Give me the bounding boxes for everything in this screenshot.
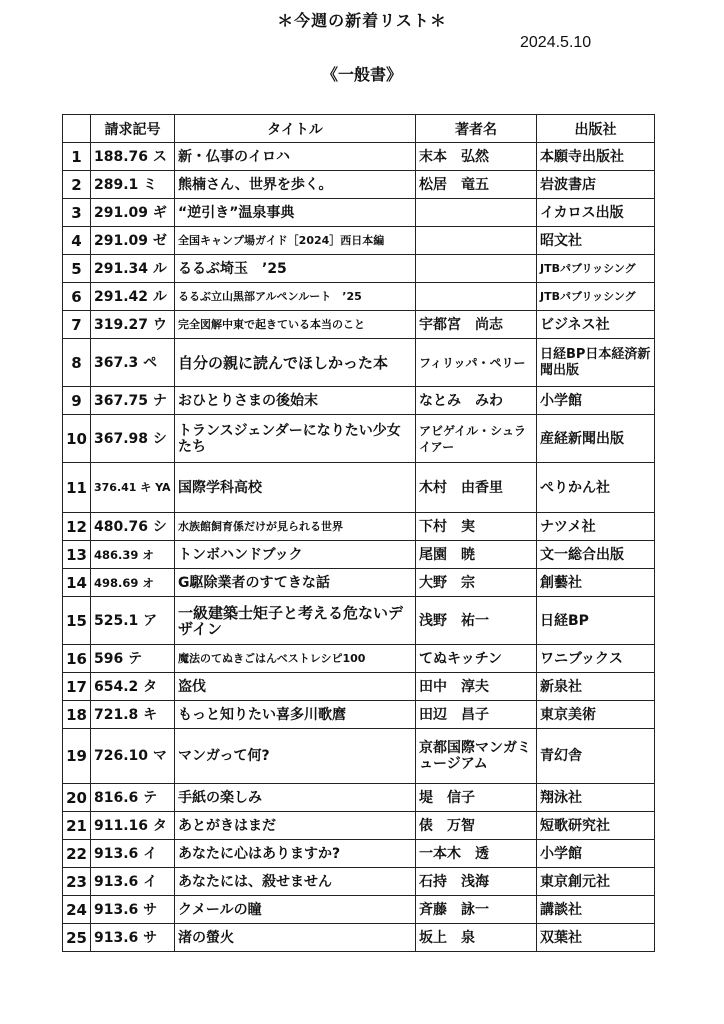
table-row [63, 171, 655, 199]
book-publisher: ビジネス社 [537, 311, 655, 339]
book-publisher: 本願寺出版社 [537, 143, 655, 171]
table-row [63, 701, 655, 729]
row-number: 8 [63, 339, 91, 387]
column-header-publisher: 出版社 [537, 115, 655, 143]
call-number: 913.6 イ [91, 868, 175, 896]
table-row [63, 513, 655, 541]
row-number: 19 [63, 729, 91, 784]
row-number: 2 [63, 171, 91, 199]
book-publisher: 産経新聞出版 [537, 415, 655, 463]
call-number: 291.34 ル [91, 255, 175, 283]
table-row [63, 645, 655, 673]
book-title: クメールの瞳 [175, 896, 416, 924]
table-row [63, 143, 655, 171]
row-number: 23 [63, 868, 91, 896]
book-author: 大野 宗 [416, 569, 537, 597]
column-header-call-number: 請求記号 [91, 115, 175, 143]
book-author: 田中 淳夫 [416, 673, 537, 701]
book-title: 魔法のてぬきごはんベストレシピ100 [175, 645, 416, 673]
book-title: るるぶ埼玉 ’25 [175, 255, 416, 283]
table-row [63, 255, 655, 283]
column-header-title: タイトル [175, 115, 416, 143]
book-author: 坂上 泉 [416, 924, 537, 952]
call-number: 498.69 オ [91, 569, 175, 597]
row-number: 3 [63, 199, 91, 227]
call-number: 913.6 サ [91, 924, 175, 952]
row-number: 15 [63, 597, 91, 645]
book-title: “逆引き”温泉事典 [175, 199, 416, 227]
book-author: 末本 弘然 [416, 143, 537, 171]
table-row [63, 339, 655, 387]
row-number: 14 [63, 569, 91, 597]
table-row [63, 283, 655, 311]
table-row [63, 597, 655, 645]
book-author: 尾園 暁 [416, 541, 537, 569]
table-row [63, 415, 655, 463]
table-row [63, 896, 655, 924]
book-publisher: JTBパブリッシング [537, 283, 655, 311]
book-publisher: 短歌研究社 [537, 812, 655, 840]
book-publisher: 日経BP日本経済新聞出版 [537, 339, 655, 387]
book-title: 国際学科高校 [175, 463, 416, 513]
book-title: 新・仏事のイロハ [175, 143, 416, 171]
book-title: 一級建築士矩子と考える危ないデザイン [175, 597, 416, 645]
row-number: 22 [63, 840, 91, 868]
book-publisher: JTBパブリッシング [537, 255, 655, 283]
book-publisher: 創藝社 [537, 569, 655, 597]
book-author: 田辺 昌子 [416, 701, 537, 729]
book-publisher: 小学館 [537, 387, 655, 415]
call-number: 367.98 シ [91, 415, 175, 463]
row-number: 24 [63, 896, 91, 924]
call-number: 319.27 ウ [91, 311, 175, 339]
table-row [63, 227, 655, 255]
row-number: 11 [63, 463, 91, 513]
book-title: 手紙の楽しみ [175, 784, 416, 812]
row-number: 7 [63, 311, 91, 339]
call-number: 911.16 タ [91, 812, 175, 840]
row-number: 18 [63, 701, 91, 729]
book-publisher: 新泉社 [537, 673, 655, 701]
column-header-author: 著者名 [416, 115, 537, 143]
call-number: 525.1 ア [91, 597, 175, 645]
book-publisher: 翔泳社 [537, 784, 655, 812]
call-number: 721.8 キ [91, 701, 175, 729]
book-author: 斉藤 詠一 [416, 896, 537, 924]
new-books-table [62, 114, 655, 952]
book-publisher: 小学館 [537, 840, 655, 868]
table-row [63, 840, 655, 868]
row-number: 13 [63, 541, 91, 569]
row-number: 9 [63, 387, 91, 415]
row-number: 17 [63, 673, 91, 701]
book-author [416, 255, 537, 283]
call-number: 367.75 ナ [91, 387, 175, 415]
column-header-no [63, 115, 91, 143]
book-title: 水族館飼育係だけが見られる世界 [175, 513, 416, 541]
book-author: 堤 信子 [416, 784, 537, 812]
book-author: 下村 実 [416, 513, 537, 541]
row-number: 5 [63, 255, 91, 283]
call-number: 913.6 イ [91, 840, 175, 868]
book-publisher: ワニブックス [537, 645, 655, 673]
table-row [63, 729, 655, 784]
book-author: 宇都宮 尚志 [416, 311, 537, 339]
book-author: フィリッパ・ペリー [416, 339, 537, 387]
book-publisher: 東京創元社 [537, 868, 655, 896]
call-number: 654.2 タ [91, 673, 175, 701]
book-publisher: 岩波書店 [537, 171, 655, 199]
call-number: 188.76 ス [91, 143, 175, 171]
book-author [416, 227, 537, 255]
table-row [63, 199, 655, 227]
book-publisher: 文一総合出版 [537, 541, 655, 569]
table-row [63, 311, 655, 339]
book-author: なとみ みわ [416, 387, 537, 415]
table-row [63, 387, 655, 415]
table-row [63, 868, 655, 896]
book-title: トンボハンドブック [175, 541, 416, 569]
call-number: 289.1 ミ [91, 171, 175, 199]
call-number: 291.42 ル [91, 283, 175, 311]
book-title: G駆除業者のすてきな話 [175, 569, 416, 597]
call-number: 291.09 ギ [91, 199, 175, 227]
book-title: 自分の親に読んでほしかった本 [175, 339, 416, 387]
book-author: 松居 竜五 [416, 171, 537, 199]
book-title: あとがきはまだ [175, 812, 416, 840]
book-title: あなたに心はありますか? [175, 840, 416, 868]
section-heading: 《一般書》 [321, 65, 402, 84]
book-title: トランスジェンダーになりたい少女たち [175, 415, 416, 463]
book-author: てぬキッチン [416, 645, 537, 673]
row-number: 12 [63, 513, 91, 541]
book-publisher: 昭文社 [537, 227, 655, 255]
book-title: るるぶ立山黒部アルペンルート ’25 [175, 283, 416, 311]
call-number: 291.09 ゼ [91, 227, 175, 255]
page-title: ＊今週の新着リスト＊ [277, 11, 447, 30]
book-author: アビゲイル・シュライアー [416, 415, 537, 463]
call-number: 486.39 オ [91, 541, 175, 569]
row-number: 16 [63, 645, 91, 673]
book-author: 俵 万智 [416, 812, 537, 840]
table-row [63, 812, 655, 840]
book-publisher: 青幻舎 [537, 729, 655, 784]
row-number: 6 [63, 283, 91, 311]
book-author: 京都国際マンガミュージアム [416, 729, 537, 784]
book-author: 石持 浅海 [416, 868, 537, 896]
call-number: 376.41 キ YA [91, 463, 175, 513]
call-number: 367.3 ペ [91, 339, 175, 387]
row-number: 20 [63, 784, 91, 812]
book-publisher: イカロス出版 [537, 199, 655, 227]
book-title: あなたには、殺せません [175, 868, 416, 896]
table-row [63, 569, 655, 597]
book-title: もっと知りたい喜多川歌麿 [175, 701, 416, 729]
book-author [416, 199, 537, 227]
row-number: 10 [63, 415, 91, 463]
book-publisher: 双葉社 [537, 924, 655, 952]
table-row [63, 924, 655, 952]
row-number: 1 [63, 143, 91, 171]
call-number: 816.6 テ [91, 784, 175, 812]
book-publisher: 講談社 [537, 896, 655, 924]
book-author: 浅野 祐一 [416, 597, 537, 645]
book-title: 熊楠さん、世界を歩く。 [175, 171, 416, 199]
book-title: おひとりさまの後始末 [175, 387, 416, 415]
book-title: 盗伐 [175, 673, 416, 701]
row-number: 4 [63, 227, 91, 255]
book-publisher: 日経BP [537, 597, 655, 645]
call-number: 726.10 マ [91, 729, 175, 784]
call-number: 913.6 サ [91, 896, 175, 924]
book-title: マンガって何? [175, 729, 416, 784]
table-header-row [63, 115, 655, 143]
table-row [63, 463, 655, 513]
book-title: 渚の螢火 [175, 924, 416, 952]
book-title: 完全図解中東で起きている本当のこと [175, 311, 416, 339]
row-number: 21 [63, 812, 91, 840]
book-title: 全国キャンプ場ガイド［2024］西日本編 [175, 227, 416, 255]
book-publisher: ぺりかん社 [537, 463, 655, 513]
book-author: 木村 由香里 [416, 463, 537, 513]
book-author [416, 283, 537, 311]
book-author: 一本木 透 [416, 840, 537, 868]
row-number: 25 [63, 924, 91, 952]
list-date: 2024.5.10 [520, 34, 592, 51]
table-row [63, 673, 655, 701]
call-number: 596 テ [91, 645, 175, 673]
call-number: 480.76 シ [91, 513, 175, 541]
table-row [63, 541, 655, 569]
book-publisher: 東京美術 [537, 701, 655, 729]
book-publisher: ナツメ社 [537, 513, 655, 541]
table-row [63, 784, 655, 812]
